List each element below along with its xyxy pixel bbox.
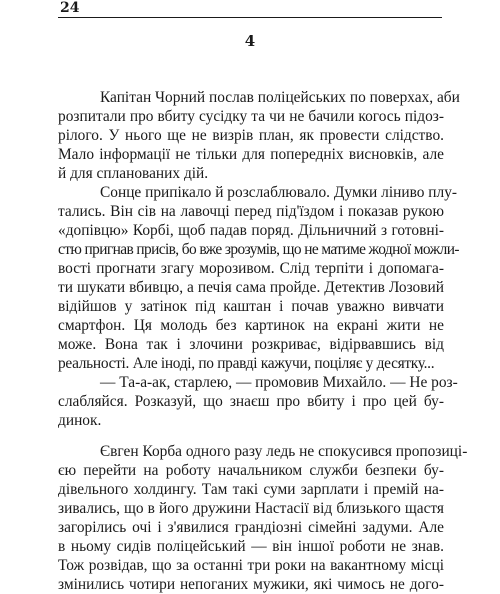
- text-line: Євген Корба одного разу ледь не спокусився пропозиці-: [100, 443, 468, 460]
- text-line: загорілись очі і з'явилися грандіозні сімейні задуми. Але: [58, 519, 444, 536]
- paragraph-1: [58, 88, 460, 183]
- chapter-number: 4: [244, 32, 256, 50]
- text-line: єю перейти на роботу начальником служби безпеки бу-: [58, 462, 444, 479]
- text-line: відійшов у затінок під каштан і почав уважно вивчати: [58, 298, 444, 315]
- text-line: рілого. У нього ще не визрів план, як провести слідство.: [58, 127, 444, 144]
- text-line: вості прогнати згагу морозивом. Слід терпіти і допомага-: [58, 260, 444, 277]
- text-line: в ньому сидів поліцейський — він іншої роботи не знав.: [58, 538, 444, 555]
- text-line: слабляйся. Розказуй, що знаєш про вбиту і про цей бу-: [58, 393, 444, 410]
- text-line: стю пригнав присів, бо вже зрозумів, що не матиме жодної можли-: [58, 241, 459, 258]
- paragraph-4: [58, 442, 468, 594]
- paragraph-3: [58, 373, 458, 430]
- text-line: реальності. Але іноді, по правді кажучи, поціляє у десятку...: [58, 355, 435, 372]
- text-line: Тож розвідав, що за останні три роки на вакантному місці: [58, 557, 444, 574]
- text-line: розпитали про вбиту сусідку та чи не бачили когось підоз-: [58, 108, 444, 125]
- text-line: — Та-а-ак, старлею, — промовив Михайло. — Не роз-: [100, 374, 458, 391]
- text-line: Мало інформації не тільки для попередніх висновків, але: [58, 146, 444, 163]
- text-line: й для спланованих дій.: [58, 165, 209, 182]
- text-line: ти шукати вбивцю, а печія сама пройде. Детектив Лозовий: [58, 279, 444, 296]
- text-line: дівельного холдингу. Там такі суми зарплати і премій на-: [58, 481, 444, 498]
- body-text: [58, 88, 468, 594]
- text-line: тались. Він сів на лавочці перед під'їздом і показав рукою: [58, 203, 444, 220]
- text-line: Сонце припікало й розслаблювало. Думки ліниво плу-: [100, 184, 458, 201]
- text-line: може. Вона так і злочини розкриває, відірвавшись від: [58, 336, 444, 353]
- text-line: динок.: [58, 412, 102, 429]
- paragraph-gap: [58, 430, 444, 442]
- text-line: змінились чотири непоганих мужики, які чимось не дого-: [58, 576, 444, 593]
- text-line: «допівцю» Корбі, щоб падав поряд. Дільничний з готовні-: [58, 222, 444, 239]
- text-line: зивались, що в його дружини Настасії від близького щастя: [58, 500, 444, 517]
- header-rule: [58, 17, 442, 18]
- paragraph-2: [58, 183, 459, 373]
- text-line: смартфон. Ця молодь без картинок на екрані жити не: [58, 317, 444, 334]
- text-line: Капітан Чорний послав поліцейських по поверхах, аби: [100, 89, 460, 106]
- page-number: 24: [60, 0, 80, 16]
